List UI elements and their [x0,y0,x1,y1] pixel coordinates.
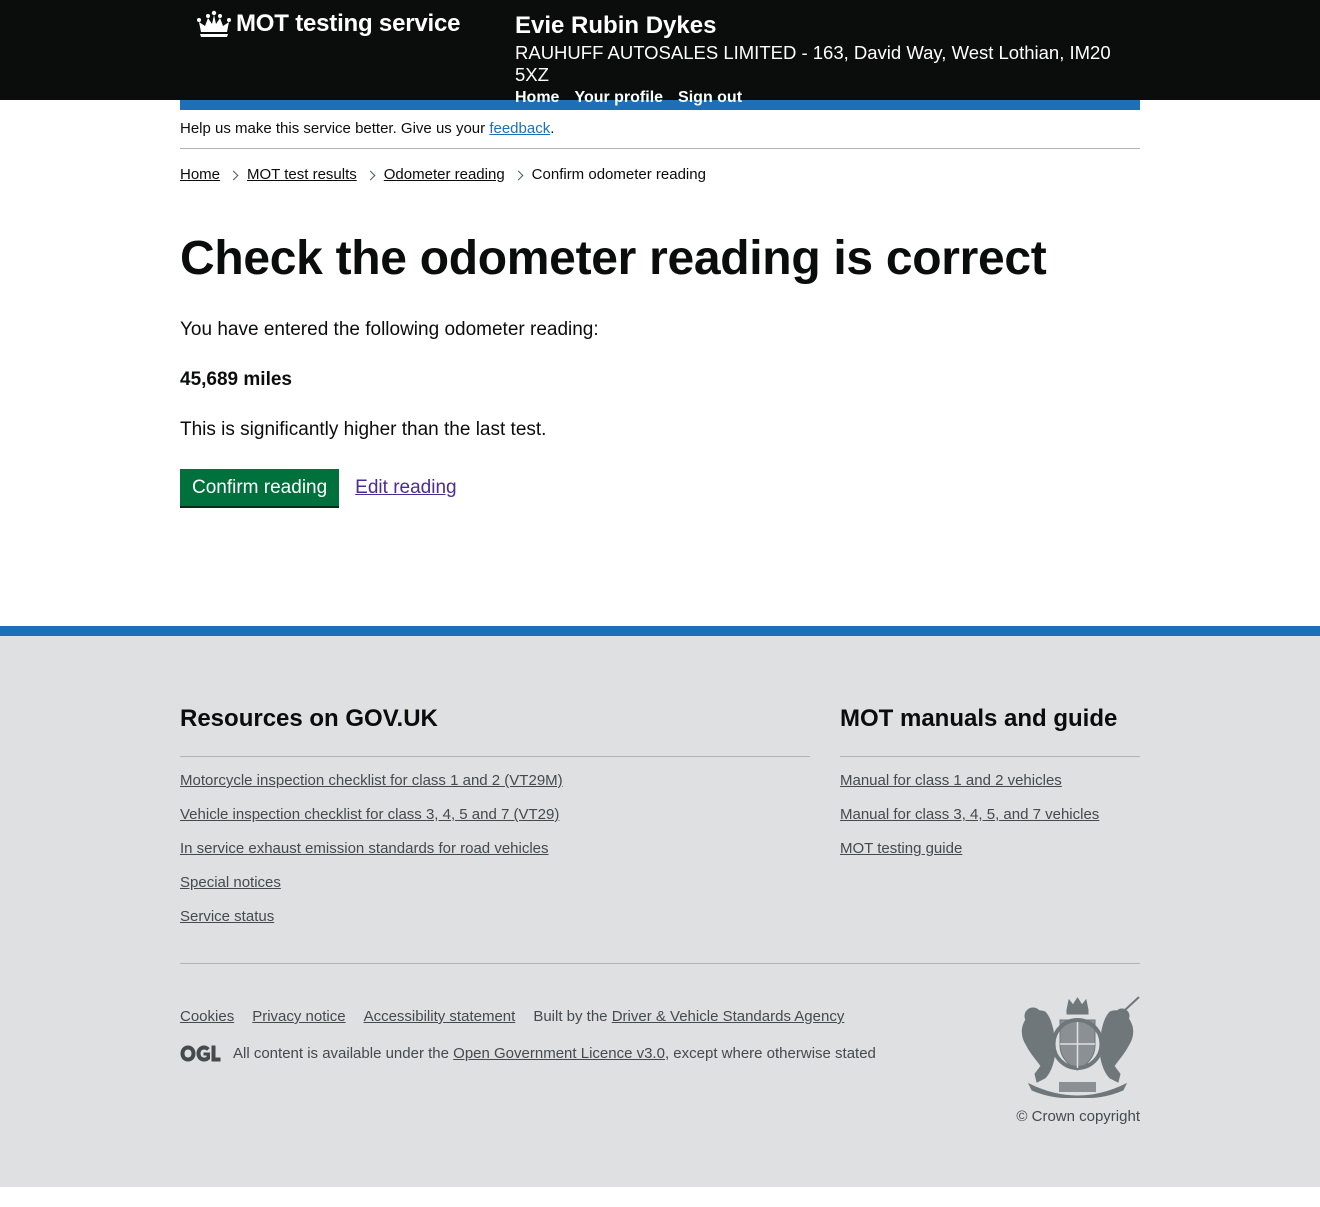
feedback-suffix: . [550,120,555,137]
user-name: Evie Rubin Dykes [515,12,717,39]
footer-licence [180,1045,876,1062]
nav-sign-out-link[interactable]: Sign out [678,89,743,106]
service-logo-link[interactable] [196,10,460,38]
crown-icon [196,10,232,38]
service-name: MOT testing service [236,10,461,37]
footer-link-vt29[interactable]: Vehicle inspection checklist for class 3, 4, 5 and 7 (VT29) [180,806,560,823]
feedback-prefix: Help us make this service better. Give us your [180,120,486,137]
intro-text: You have entered the following odometer reading: [180,319,599,340]
site-header [0,0,1320,106]
footer-ogl-link[interactable]: Open Government Licence v3.0 [453,1045,665,1062]
footer-link-special-notices[interactable]: Special notices [180,874,281,891]
list-item [840,805,1140,825]
site-footer [0,626,1320,1187]
footer-link-vt29m[interactable]: Motorcycle inspection checklist for class 1 and 2 (VT29M) [180,772,563,789]
footer-link-mot-testing-guide[interactable]: MOT testing guide [840,840,963,857]
user-info [515,10,1140,107]
list-item [840,839,1140,859]
footer-link-service-status[interactable]: Service status [180,908,275,925]
footer-manuals-section [840,704,1140,941]
footer-meta [180,1008,1140,1125]
footer-link-manual-class-3-7[interactable]: Manual for class 3, 4, 5, and 7 vehicles [840,806,1100,823]
chevron-right-icon [513,171,523,181]
footer-crest-block [1015,996,1140,1125]
chevron-right-icon [229,171,239,181]
footer-dvsa-link[interactable]: Driver & Vehicle Standards Agency [611,1008,845,1025]
odometer-reading-value: 45,689 miles [180,369,292,390]
list-item [180,771,810,791]
footer-manuals-list [840,771,1140,859]
footer-link-manual-class-1-2[interactable]: Manual for class 1 and 2 vehicles [840,772,1062,789]
footer-link-emission-standards[interactable]: In service exhaust emission standards for road vehicles [180,840,549,857]
footer-resources-heading: Resources on GOV.UK [180,704,810,757]
footer-accessibility-link[interactable]: Accessibility statement [363,1008,516,1025]
breadcrumb-current: Confirm odometer reading [531,166,706,183]
header-nav [515,89,1140,107]
crown-copyright: © Crown copyright [1016,1108,1140,1125]
footer-sections [180,636,1140,941]
chevron-right-icon [365,171,375,181]
nav-profile-link[interactable]: Your profile [574,89,664,106]
nav-home-link[interactable]: Home [515,89,560,106]
list-item [180,839,810,859]
footer-meta-left [180,1008,876,1125]
built-by-prefix: Built by the [533,1008,608,1025]
licence-suffix: , except where otherwise stated [664,1045,876,1062]
royal-coat-of-arms-icon [1015,996,1140,1098]
main-container [180,110,1140,506]
list-item [180,907,810,927]
form-actions [180,469,1140,506]
header-inner [180,0,1140,106]
footer-manuals-heading: MOT manuals and guide [840,704,1140,757]
footer-cookies-link[interactable]: Cookies [180,1008,235,1025]
footer-resources-list [180,771,810,927]
breadcrumb [180,166,1140,183]
list-item [840,771,1140,791]
list-item [180,873,810,893]
ogl-logo-icon [180,1045,221,1062]
breadcrumb-home[interactable]: Home [180,166,221,183]
main-content [180,231,1140,506]
feedback-link[interactable]: feedback [489,120,551,137]
breadcrumb-odometer-reading[interactable]: Odometer reading [383,166,505,183]
licence-prefix: All content is available under the [233,1045,449,1062]
edit-reading-link[interactable]: Edit reading [355,476,457,498]
footer-meta-links [180,1008,876,1025]
feedback-banner [180,110,1140,149]
footer-resources-section [180,704,810,941]
page-title: Check the odometer reading is correct [180,232,1047,285]
user-site: RAUHUFF AUTOSALES LIMITED - 163, David Way, West Lothian, IM20 5XZ [515,42,1111,85]
footer-container [180,636,1140,1125]
footer-built-by [533,1008,844,1025]
breadcrumb-mot-test-results[interactable]: MOT test results [247,166,357,183]
footer-privacy-link[interactable]: Privacy notice [252,1008,346,1025]
list-item [180,805,810,825]
reading-warning-text: This is significantly higher than the last test. [180,419,547,440]
footer-divider [180,963,1140,964]
confirm-reading-button[interactable]: Confirm reading [180,469,339,506]
